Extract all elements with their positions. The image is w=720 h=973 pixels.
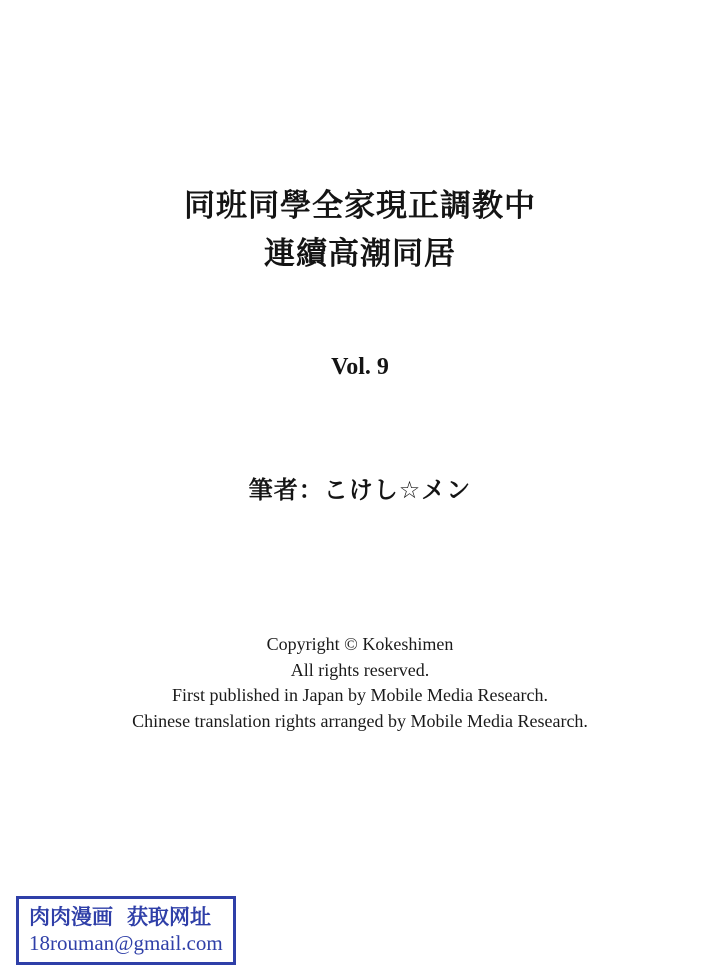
copyright-line-2: All rights reserved. bbox=[290, 659, 430, 680]
copyright-line-4: Chinese translation rights arranged by Mobile Media Research. bbox=[132, 710, 588, 731]
watermark-brand: 肉肉漫画 bbox=[29, 905, 113, 929]
author-label: 筆者：こけし☆メン bbox=[248, 476, 472, 504]
title-line-2: 連續高潮同居 bbox=[264, 236, 456, 272]
watermark-badge bbox=[16, 896, 236, 965]
copyright-block bbox=[0, 632, 720, 734]
copyright-line-3: First published in Japan by Mobile Media Research. bbox=[172, 685, 548, 705]
title-block bbox=[0, 182, 720, 278]
title-line-1: 同班同學全家現正調教中 bbox=[184, 188, 536, 224]
watermark-action: 获取网址 bbox=[127, 905, 211, 929]
volume-label: Vol. 9 bbox=[331, 354, 389, 380]
watermark-email: 18rouman@gmail.com bbox=[29, 931, 223, 955]
watermark-top-row bbox=[29, 904, 223, 930]
copyright-line-1: Copyright © Kokeshimen bbox=[266, 634, 454, 654]
